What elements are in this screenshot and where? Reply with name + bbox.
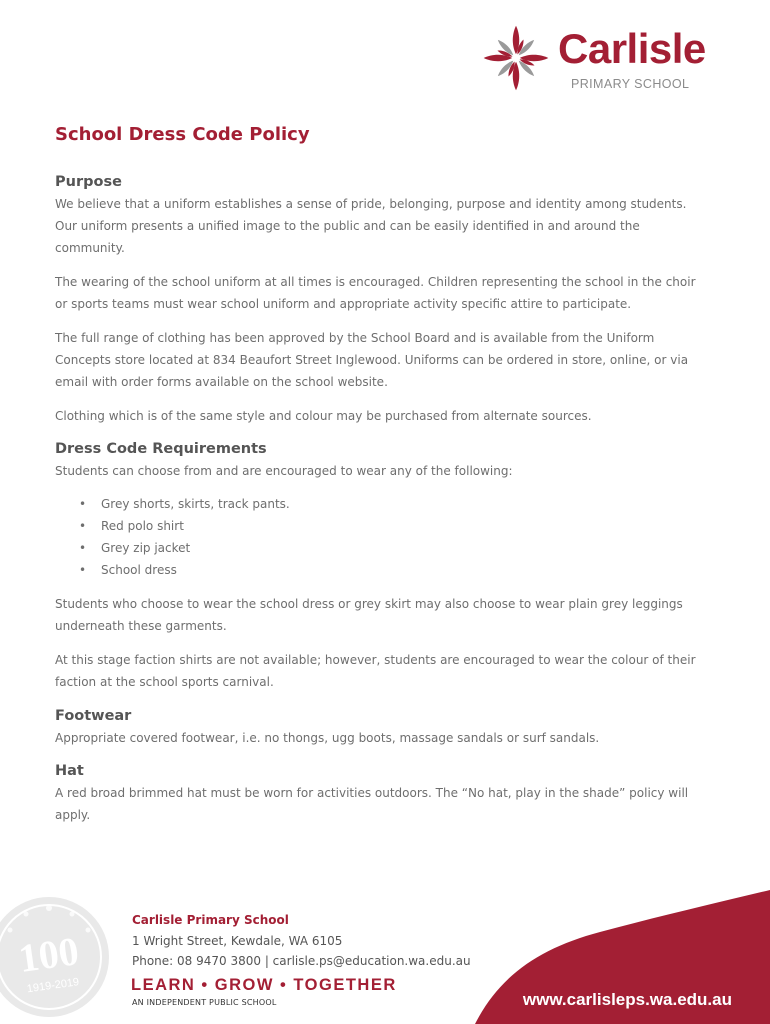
- requirements-paragraph: Students who choose to wear the school dress or grey skirt may also choose to wear plain grey leggings underneath these garments.: [55, 597, 683, 633]
- requirements-intro: Students can choose from and are encouraged to wear any of the following:: [55, 464, 513, 478]
- footer-contact: Phone: 08 9470 3800 | carlisle.ps@education.wa.edu.au: [132, 954, 471, 968]
- logo-subtitle: PRIMARY SCHOOL: [571, 77, 690, 91]
- purpose-paragraph: Clothing which is of the same style and colour may be purchased from alternate sources.: [55, 409, 592, 423]
- badge-years: 1919-2019: [26, 976, 80, 996]
- centenary-badge-icon: [0, 894, 112, 1020]
- list-item: • Grey zip jacket: [101, 537, 710, 559]
- requirements-paragraph: At this stage faction shirts are not available; however, students are encouraged to wear the colour of their faction at the school sports carnival.: [55, 653, 696, 689]
- footwear-text: Appropriate covered footwear, i.e. no thongs, ugg boots, massage sandals or surf sandals.: [55, 731, 600, 745]
- logo-name: Carlisle: [558, 25, 706, 72]
- purpose-paragraph: The wearing of the school uniform at all times is encouraged. Children representing the school in the choir or sports teams must wear school uniform and appropriate activity specific attire to participate.: [55, 275, 696, 311]
- hat-text: A red broad brimmed hat must be worn for activities outdoors. The “No hat, play in the shade” policy will apply.: [55, 786, 689, 822]
- footer-address: 1 Wright Street, Kewdale, WA 6105: [132, 934, 343, 948]
- document-title: School Dress Code Policy: [55, 124, 310, 145]
- list-item: • Red polo shirt: [101, 515, 710, 537]
- purpose-paragraph: We believe that a uniform establishes a sense of pride, belonging, purpose and identity among students. Our uniform presents a unified image to the public and can be easily identified in and around the community.: [55, 197, 687, 255]
- flower-logo-icon: [478, 20, 554, 96]
- footwear-heading: Footwear: [55, 708, 132, 724]
- requirements-heading: Dress Code Requirements: [55, 441, 267, 457]
- hat-heading: Hat: [55, 763, 84, 779]
- footer-website-link[interactable]: www.carlisleps.wa.edu.au: [522, 990, 732, 1009]
- list-item: • School dress: [101, 559, 710, 581]
- purpose-heading: Purpose: [55, 174, 122, 190]
- purpose-paragraph: The full range of clothing has been approved by the School Board and is available from the Uniform Concepts store located at 834 Beaufort Street Inglewood. Uniforms can be ordered in store, online, or via email with order forms available on the school website.: [55, 331, 689, 389]
- footer-tagline: LEARN • GROW • TOGETHER: [131, 976, 397, 994]
- footer-independent-label: AN INDEPENDENT PUBLIC SCHOOL: [132, 998, 277, 1007]
- document-body: [55, 124, 710, 838]
- footer: [0, 880, 770, 1024]
- requirements-list: [55, 493, 710, 581]
- list-item: • Grey shorts, skirts, track pants.: [101, 493, 710, 515]
- school-logo: [478, 20, 718, 100]
- footer-school-name: Carlisle Primary School: [132, 913, 289, 927]
- badge-number: 100: [15, 928, 82, 981]
